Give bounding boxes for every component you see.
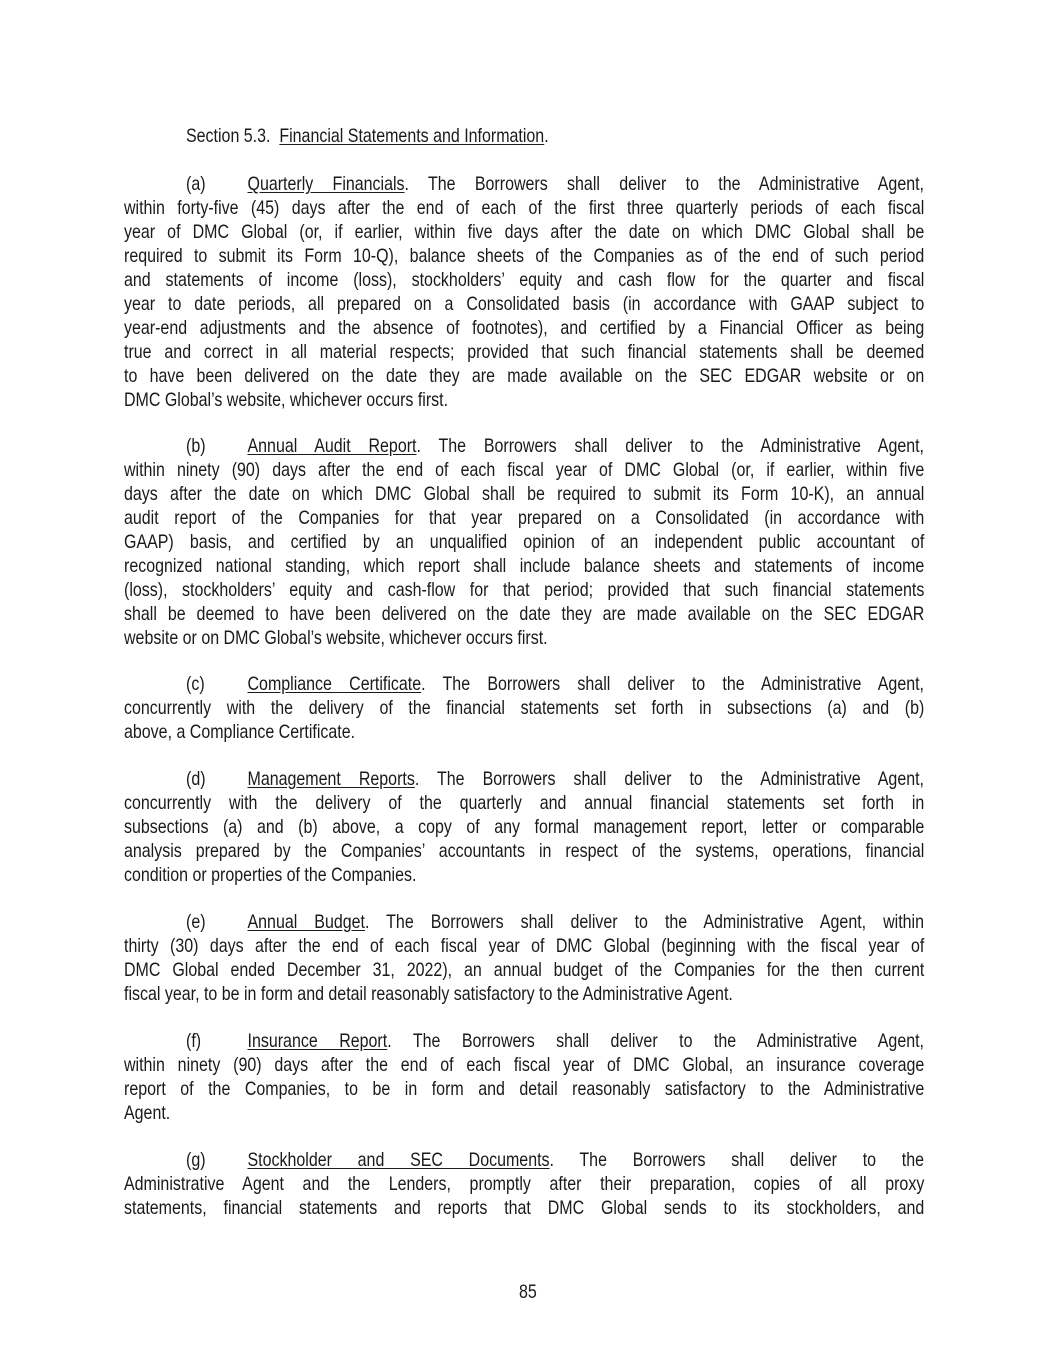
paragraph-line: recognized national standing, which report shall include balance sheets and statements of income xyxy=(124,555,925,577)
paragraph-line: fiscal year, to be in form and detail reasonably satisfactory to the Administrative Agent. xyxy=(124,983,733,1005)
paragraph-heading: Quarterly Financials xyxy=(247,173,405,195)
paragraph-line: within forty-five (45) days after the end of each of the first three quarterly periods of each fiscal xyxy=(124,197,925,219)
paragraph-text: . The Borrowers shall deliver to the xyxy=(549,1149,924,1171)
paragraph-line: shall be deemed to have been delivered on the date they are made available on the SEC EDGAR xyxy=(124,603,925,625)
paragraph-line: days after the date on which DMC Global shall be required to submit its Form 10-K), an annual xyxy=(124,483,925,505)
paragraph-line xyxy=(186,910,924,934)
paragraph-line: audit report of the Companies for that year prepared on a Consolidated (in accordance with xyxy=(124,507,925,529)
paragraph-line: DMC Global’s website, whichever occurs first. xyxy=(124,389,449,411)
paragraph-line: to have been delivered on the date they are made available on the SEC EDGAR website or on xyxy=(124,365,925,387)
paragraph-line: subsections (a) and (b) above, a copy of any formal management report, letter or comparable xyxy=(124,816,925,838)
paragraph-line: true and correct in all material respects; provided that such financial statements shall be deemed xyxy=(124,341,925,363)
paragraph-heading: Compliance Certificate xyxy=(247,673,422,695)
paragraph-heading: Management Reports xyxy=(247,768,415,790)
paragraph-line: required to submit its Form 10-Q), balance sheets of the Companies as of the end of such period xyxy=(124,245,925,267)
page-number xyxy=(0,1280,1055,1304)
paragraph-line: (loss), stockholders’ equity and cash-flow for that period; provided that such financial statements xyxy=(124,579,925,601)
paragraph-line: concurrently with the delivery of the financial statements set forth in subsections (a) and (b) xyxy=(124,697,925,719)
section-title: Financial Statements and Information xyxy=(279,125,545,147)
paragraph-line: concurrently with the delivery of the quarterly and annual financial statements set forth in xyxy=(124,792,925,814)
paragraph-line: report of the Companies, to be in form and detail reasonably satisfactory to the Administrative xyxy=(124,1078,925,1100)
paragraph-text: . The Borrowers shall deliver to the Administrative Agent, xyxy=(416,435,925,457)
section-heading xyxy=(186,124,549,148)
page-number-text: 85 xyxy=(518,1281,537,1303)
paragraph-line: thirty (30) days after the end of each fiscal year of DMC Global (beginning with the fiscal year of xyxy=(124,935,925,957)
paragraph-line: Administrative Agent and the Lenders, promptly after their preparation, copies of all proxy xyxy=(124,1173,925,1195)
paragraph-label: (f) xyxy=(186,1030,202,1052)
paragraph-text: . The Borrowers shall deliver to the Administrative Agent, xyxy=(414,768,924,790)
paragraph-label: (b) xyxy=(186,435,206,457)
paragraph-line: Agent. xyxy=(124,1102,171,1124)
paragraph-line: within ninety (90) days after the end of each fiscal year of DMC Global, an insurance coverage xyxy=(124,1054,925,1076)
section-number: Section 5.3. xyxy=(186,125,271,147)
paragraph-line xyxy=(186,434,924,458)
paragraph-label: (g) xyxy=(186,1149,206,1171)
paragraph-line: and statements of income (loss), stockholders’ equity and cash flow for the quarter and fiscal xyxy=(124,269,925,291)
paragraph-label: (d) xyxy=(186,768,206,790)
paragraph-text: . The Borrowers shall deliver to the Administrative Agent, xyxy=(404,173,924,195)
paragraph-text: . The Borrowers shall deliver to the Administrative Agent, within xyxy=(364,911,924,933)
paragraph-line: year-end adjustments and the absence of footnotes), and certified by a Financial Officer as being xyxy=(124,317,925,339)
paragraph-line: analysis prepared by the Companies’ accountants in respect of the systems, operations, financial xyxy=(124,840,925,862)
paragraph-line xyxy=(186,672,924,696)
paragraph-line: above, a Compliance Certificate. xyxy=(124,721,356,743)
paragraph-line: condition or properties of the Companies. xyxy=(124,864,417,886)
paragraph-heading: Stockholder and SEC Documents xyxy=(247,1149,550,1171)
paragraph-line: year of DMC Global (or, if earlier, within five days after the date on which DMC Global shall be xyxy=(124,221,925,243)
section-title-period: . xyxy=(544,125,549,147)
paragraph-heading: Insurance Report xyxy=(247,1030,388,1052)
paragraph-heading: Annual Audit Report xyxy=(247,435,417,457)
paragraph-line xyxy=(186,1148,924,1172)
paragraph-line: GAAP) basis, and certified by an unqualified opinion of an independent public accountant of xyxy=(124,531,925,553)
paragraph-line: statements, financial statements and reports that DMC Global sends to its stockholders, and xyxy=(124,1197,925,1219)
paragraph-label: (a) xyxy=(186,173,206,195)
paragraph-line: within ninety (90) days after the end of each fiscal year of DMC Global (or, if earlier, within five xyxy=(124,459,925,481)
paragraph-line: DMC Global ended December 31, 2022), an annual budget of the Companies for the then current xyxy=(124,959,925,981)
paragraph-text: . The Borrowers shall deliver to the Administrative Agent, xyxy=(421,673,924,695)
paragraph-line xyxy=(186,767,924,791)
paragraph-label: (c) xyxy=(186,673,205,695)
paragraph-text: . The Borrowers shall deliver to the Administrative Agent, xyxy=(387,1030,924,1052)
paragraph-line xyxy=(186,172,924,196)
paragraph-line: year to date periods, all prepared on a Consolidated basis (in accordance with GAAP subject to xyxy=(124,293,925,315)
paragraph-line xyxy=(186,1029,924,1053)
paragraph-heading: Annual Budget xyxy=(247,911,365,933)
paragraph-line: website or on DMC Global’s website, whichever occurs first. xyxy=(124,627,548,649)
paragraph-label: (e) xyxy=(186,911,206,933)
